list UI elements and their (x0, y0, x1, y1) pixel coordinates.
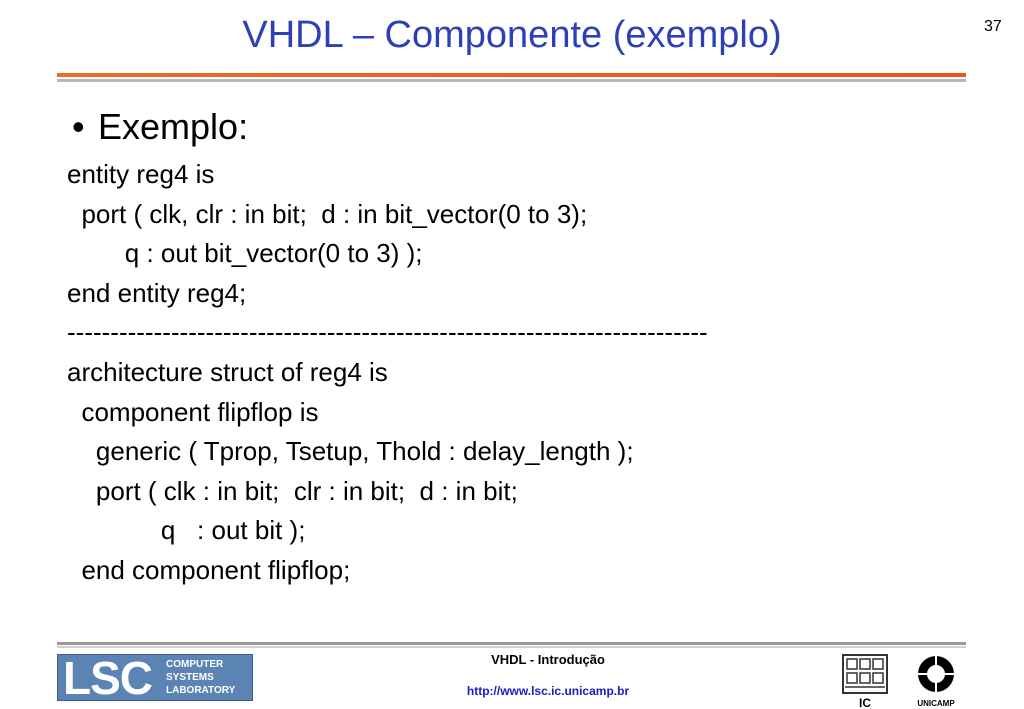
code-line: port ( clk : in bit; clr : in bit; d : in bit; (67, 475, 518, 506)
unicamp-logo (906, 650, 966, 709)
code-line: -------------------------------------------------------------------------- (67, 317, 708, 348)
code-line: architecture struct of reg4 is (67, 356, 388, 387)
bullet-heading (72, 106, 248, 148)
code-line: entity reg4 is (67, 159, 215, 189)
code-line: end component flipflop; (67, 554, 351, 585)
code-line: generic ( Tprop, Tsetup, Thold : delay_length ); (67, 436, 634, 467)
footer-course: VHDL - Introdução (491, 652, 605, 667)
slide-number: 37 (984, 18, 1002, 35)
code-line: port ( clk, clr : in bit; d : in bit_vector(0 to 3); (67, 198, 588, 229)
slide-title: VHDL – Componente (exemplo) (242, 14, 782, 56)
ic-logo (841, 653, 891, 709)
footer-url[interactable]: http://www.lsc.ic.unicamp.br (466, 684, 630, 698)
code-line: end entity reg4; (67, 277, 247, 308)
bullet-label: Exemplo: (98, 106, 249, 147)
svg-text:IC: IC (859, 696, 871, 709)
lsc-logo-letters: LSC (63, 652, 152, 704)
lsc-logo (57, 652, 253, 704)
code-line: q : out bit_vector(0 to 3) ); (67, 238, 423, 269)
code-block (67, 155, 708, 591)
title-divider (57, 73, 966, 85)
bullet-icon: • (72, 106, 85, 147)
svg-text:UNICAMP: UNICAMP (917, 699, 955, 708)
lsc-logo-text: COMPUTER SYSTEMS LABORATORY (166, 659, 236, 696)
code-line: q : out bit ); (67, 515, 306, 546)
footer-divider (57, 642, 966, 648)
code-line: component flipflop is (67, 396, 319, 427)
